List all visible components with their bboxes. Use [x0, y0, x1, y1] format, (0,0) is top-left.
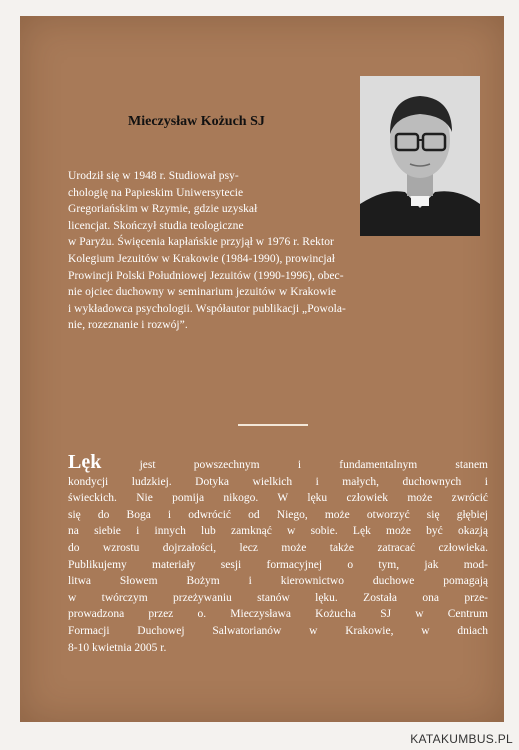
author-portrait-image — [360, 76, 480, 236]
description-line: 8-10 kwietnia 2005 r. — [68, 641, 167, 654]
bio-line: Prowincji Polski Południowej Jezuitów (1990-1996), obec- — [68, 269, 344, 282]
description-line: Publikujemy materiały sesji formacyjnej o tym, jak mod- — [68, 558, 488, 571]
description-line: w twórczym przeżywaniu stanów lęku. Została ona prze- — [68, 591, 488, 604]
description-first-line-text: jest powszechnym i fundamentalnym stanem — [101, 459, 488, 471]
description-line: kondycji ludzkiej. Dotyka wielkich i małych, duchownych i — [68, 475, 488, 488]
description-line: się do Boga i odwrócić od Niego, może otworzyć się głębiej — [68, 508, 488, 521]
bio-line: chologię na Papieskim Uniwersytecie — [68, 186, 244, 199]
bio-line: nie ojciec duchowny w seminarium jezuitów w Krakowie — [68, 286, 336, 299]
description-line: na siebie i innych lub zamknąć w sobie. Lęk może być okazją — [68, 525, 488, 538]
author-bio — [68, 168, 346, 334]
watermark: KATAKUMBUS.PL — [410, 732, 513, 746]
author-name: Mieczysław Kożuch SJ — [128, 114, 265, 129]
description-line: do wzrostu dojrzałości, lecz może także zatracać człowieka. — [68, 541, 488, 554]
bio-line: Urodził się w 1948 r. Studiował psy- — [68, 170, 239, 182]
description-line: prowadzona przez o. Mieczysława Kożucha SJ w Centrum — [68, 608, 488, 621]
bio-line: i wykładowca psychologii. Współautor publikacji „Powola- — [68, 302, 346, 315]
bio-line: licencjat. Skończył studia teologiczne — [68, 219, 244, 232]
description-line: świeckich. Nie pomija nikogo. W lęku człowiek może zwrócić — [68, 492, 488, 505]
bio-line: nie, rozeznanie i rozwój”. — [68, 319, 188, 332]
description-line: Formacji Duchowej Salwatorianów w Krakowie, w dniach — [68, 624, 488, 637]
author-photo — [360, 76, 480, 236]
bio-line: w Paryżu. Święcenia kapłańskie przyjął w 1976 r. Rektor — [68, 236, 334, 249]
back-cover — [20, 16, 504, 722]
book-description — [68, 451, 488, 656]
section-divider — [238, 424, 308, 426]
bio-line: Gregoriańskim w Rzymie, gdzie uzyskał — [68, 203, 258, 216]
description-dropcap: Lęk — [68, 451, 102, 473]
description-first-line — [68, 451, 488, 474]
description-line: litwa Słowem Bożym i kierownictwo duchowe pomagają — [68, 575, 488, 588]
bio-line: Kolegium Jezuitów w Krakowie (1984-1990), prowincjał — [68, 252, 336, 265]
